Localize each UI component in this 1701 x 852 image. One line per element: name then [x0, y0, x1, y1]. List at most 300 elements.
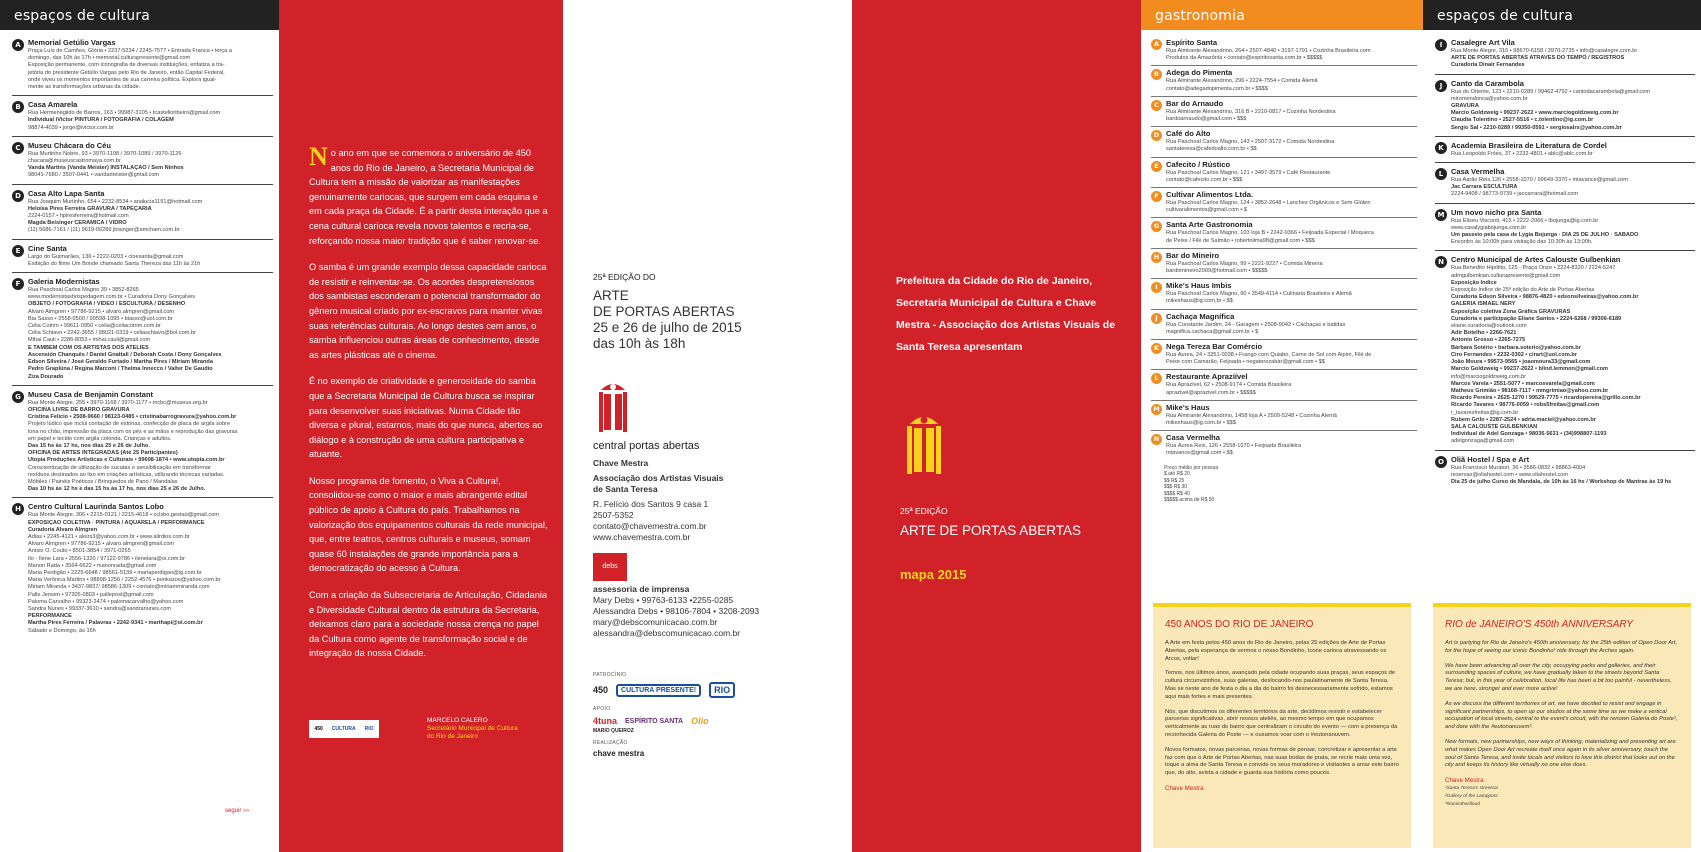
- venue-letter-badge: C: [12, 142, 24, 154]
- restaurant-info-line: bardomineiro2009@hotmail.com • $$$$$: [1166, 268, 1268, 275]
- venue-item: [1435, 136, 1695, 162]
- restaurant-details: [1166, 342, 1417, 366]
- venue-info-line: E TAMBÉM COM OS ARTISTAS DOS ATELIÊS: [28, 344, 149, 351]
- restaurant-details: [1166, 372, 1417, 396]
- restaurant-info-line: cultivaralimentos@gmail.com • $: [1166, 207, 1248, 214]
- restaurant-letter-badge: H: [1151, 252, 1162, 263]
- venue-info-line: Adir Botelho • 2266-7621: [1451, 330, 1517, 337]
- restaurant-item: [1151, 217, 1417, 247]
- continue-link[interactable]: seguir ›››: [224, 808, 249, 814]
- venue-info-line: 98874-4039 • jorge@ivictor.com.br: [28, 124, 114, 131]
- restaurant-details: [1166, 403, 1417, 427]
- restaurant-name: Nega Tereza Bar Comércio: [1166, 342, 1263, 352]
- restaurant-item: [1151, 126, 1417, 156]
- essay-paragraph: É no exemplo de criatividade e generosidade do samba que a Secretaria Municipal de Cultura busca se inspirar para desenvolver suas iniciativas. Numa Cidade tão diversa e plural, estamos, mais do que nunca, abertos ao diálogo e à construção de uma cultura participativa e atuante.: [309, 376, 543, 460]
- restaurant-letter-badge: M: [1151, 404, 1162, 415]
- venue-info-line: Móbiles / Painéis Poéticos / Brinquedos de Pano / Mandalas: [28, 478, 178, 485]
- venue-info-line: Edson Silveira / José Geraldo Furtado / Martha Pires / Miriam Miranda: [28, 359, 213, 366]
- venue-info-line: EXPOSIÇÃO COLETIVA · PINTURA / AQUARELA / PERFORMANCE: [28, 519, 205, 526]
- restaurant-info-line: mtavance@gmail.com • $$: [1166, 450, 1233, 457]
- restaurant-details: [1166, 99, 1417, 123]
- restaurant-info-line: Rua Áurea Reis, 126 • 2558-1070 • Feijoada Brasileira: [1166, 443, 1302, 450]
- restaurant-info-line: mikeshaus@ig.com.br • $$: [1166, 298, 1233, 305]
- venue-info-line: Individual de Adel Gonzaga • 98036-5631 • (34)998807-1193: [1451, 431, 1607, 438]
- restaurant-letter-badge: G: [1151, 221, 1162, 232]
- restaurant-name: Casa Vermelha: [1166, 433, 1221, 443]
- restaurant-list: [1141, 30, 1423, 461]
- venue-info-line: Rua Francisco Muratori, 36 • 3586-0832 • 98863-4004: [1451, 464, 1586, 471]
- venue-info-line: Praça Luís de Camões, Glória • 2237-5234 / 2245-7577 • Entrada Franca • terça a: [28, 48, 232, 54]
- venue-info-line: Marcio Goldzweig • 99237-2622 • www.marciogoldzweig.com.br: [1451, 110, 1619, 117]
- restaurant-details: [1166, 312, 1417, 336]
- restaurant-name: Cafecito / Rústico: [1166, 159, 1231, 169]
- venue-info-line: Adias • 2245-4121 • aleirs3@yahoo.com.br • www.alirdios.com.br: [28, 533, 190, 540]
- venue-info-line: Largo do Guimarães, 136 • 2222-0203 • cinesanta@gmail.com: [28, 253, 184, 260]
- restaurant-letter-badge: I: [1151, 282, 1162, 293]
- venue-info-line: www.modernistashospedagem.com.br • Curadoria Dony Gonçalves: [28, 294, 196, 301]
- press-contact: assessoria de imprensa Mary Debs • 99763-6133 •2255-0285 Alessandra Debs • 98106-7804 • 3208-2093 mary@debscomunicacao.com.br alessandra@debscomunicacao.com.br: [593, 584, 843, 639]
- panel-essay: [279, 0, 563, 852]
- venue-info-line: Vanda Martins (Vanda Meister) INSTALAÇÃO / Sem Ninhos: [28, 165, 184, 172]
- venue-letter-badge: F: [12, 278, 24, 290]
- venue-details: [28, 277, 273, 381]
- venue-info-line: Bárbara Sotério • barbara.soterio@yahoo.com.br: [1451, 344, 1581, 351]
- restaurant-item: [1151, 430, 1417, 460]
- restaurant-letter-badge: N: [1151, 434, 1162, 445]
- restaurant-info-line: Rua Almirante Alexandrino, 316 B • 2210-0817 • Cozinha Nordestina: [1166, 108, 1336, 115]
- venue-details: [28, 244, 273, 268]
- venue-letter-badge: M: [1435, 209, 1447, 221]
- venue-info-line: Utopia Produções Artísticas e Culturais • 99608-1874 • www.utopia.com.br: [28, 457, 225, 464]
- restaurant-name: Bar do Mineiro: [1166, 250, 1220, 260]
- signer-role: do Rio de Janeiro: [427, 733, 478, 740]
- venue-letter-badge: I: [1435, 39, 1447, 51]
- venue-details: [1451, 208, 1695, 247]
- venue-info-line: Rua Aarão Reis,126 • 2558-1070 / 99649-3370 • mtavance@gmail.com: [1451, 177, 1628, 184]
- venue-details: [1451, 79, 1695, 132]
- venue-info-line: Ciro Fernandes • 2232-0302 • cirart@uol.com.br: [1451, 351, 1577, 358]
- restaurant-item: [1151, 248, 1417, 278]
- venue-item: [12, 184, 273, 239]
- price-line: $$$ R$ 30: [1164, 484, 1188, 491]
- restaurant-info-line: Rua Almirante Alexandrino, 296 • 2224-7554 • Comida Alemã: [1166, 78, 1318, 85]
- venue-letter-badge: K: [1435, 142, 1447, 154]
- box-signature: Chave Mestra: [1165, 784, 1204, 792]
- venue-item: [1435, 250, 1695, 449]
- venue-info-line: Paloma Carvalho • 99323-2474 • palomacarvalho@yahoo.com: [28, 598, 184, 605]
- venue-item: [12, 239, 273, 272]
- sponsor-logo-strip: [309, 720, 379, 738]
- venue-info-line: GRAVURA: [1451, 103, 1479, 110]
- essay-text: [309, 142, 549, 673]
- venue-info-line: miromendonca@yahoo.com.br: [1451, 95, 1528, 102]
- restaurant-name: Adega do Pimenta: [1166, 68, 1233, 78]
- sponsors: PATROCÍNIO 450 CULTURA PRESENTE! RIO APOIO 4tuna ESPÍRITO SANTA Olio MARIO QUEIROZ REALIZAÇÃO chave mestra: [593, 672, 735, 758]
- venue-info-line: Rua do Oriente, 123 • 2210-0289 / 99462-4792 • cantodacarambola@gmail.com: [1451, 88, 1650, 95]
- restaurant-item: [1151, 187, 1417, 217]
- venue-info-line: Rua Hermenegildo de Barros, 163 • 99987-3105 • tcastelloribeiro@gmail.com: [28, 110, 221, 117]
- venue-info-line: Rua Monte Alegre, 306 • 2215-0121 / 2215-4618 • cclsbo.gestao@gmail.com: [28, 512, 219, 519]
- venue-info-line: João Moura • 99573-9565 • joaomoura33@gmail.com: [1451, 359, 1591, 366]
- restaurant-name: Bar do Arnaudo: [1166, 98, 1224, 108]
- venue-info-line: Manon Rada • 3564-6622 • manonrada@gmail.com: [28, 562, 157, 569]
- edition-label: 25ª EDIÇÃO: [900, 506, 948, 516]
- restaurant-details: [1166, 68, 1417, 92]
- venue-info-line: jetória do presidente Getúlio Vargas pelo Rio de Janeiro, então Capital Federal,: [28, 69, 225, 76]
- venue-list: [1423, 30, 1701, 490]
- venue-info-line: Ilo - Ilene Lara • 2556-1320 / 97122-9786 • ilenelara@oi.com.br: [28, 555, 185, 562]
- price-line: $ até R$ 20: [1164, 471, 1190, 478]
- restaurant-name: Mike's Haus: [1166, 402, 1210, 412]
- venue-info-line: Ziza Dourado: [28, 373, 64, 380]
- venue-info-line: Rua Paschoal Carlos Magno 39 • 3852-8265: [28, 287, 139, 294]
- venue-letter-badge: E: [12, 245, 24, 257]
- venue-info-line: Sergio Sal • 2210-0289 / 99350-0591 • sergiosalrs@yahoo.com.br: [1451, 124, 1622, 131]
- restaurant-info-line: Rua Paschoal Carlos Magno, 99 • 2221-9227 • Comida Mineira: [1166, 260, 1323, 267]
- section-header: espaços de cultura: [0, 0, 279, 30]
- box-paragraph: Novos formatos, novas parcerias, novas formas de pensar, concretizar e apresentar a arte faz com que o Arte de Portas Abertas, nas suas bodas de prata, se recrie mais uma vez, toque a alma de Santa Teresa e convide os seus moradores e visitantes a amar este bairro que, do alto, avista a cidade e guarda sua história como poucos.: [1165, 746, 1399, 777]
- venue-item: [12, 34, 273, 95]
- venue-name: Casa Amarela: [28, 100, 78, 110]
- venue-name: Centro Cultural Laurinda Santos Lobo: [28, 502, 164, 512]
- price-line: Preço médio por pessoa: [1164, 464, 1219, 471]
- venue-info-line: lona no chão, impressão da placa com os pés e as mãos e reprodução das gravuras: [28, 428, 238, 435]
- venue-list: [0, 30, 279, 639]
- venue-info-line: Projeto lúdico que inclui contação de estórias, confecção de placa de argila sobre: [28, 421, 231, 428]
- drop-cap: N: [309, 142, 328, 171]
- venue-item: [1435, 74, 1695, 136]
- restaurant-name: Cultivar Alimentos Ltda.: [1166, 190, 1254, 200]
- restaurant-name: Mike's Haus Imbis: [1166, 281, 1232, 291]
- restaurant-letter-badge: L: [1151, 373, 1162, 384]
- venue-info-line: Maria Verônica Martins • 98898-1256 / 2252-4576 • ponkazoo@yahoo.com.br: [28, 577, 221, 584]
- venue-info-line: Individual iVictor PINTURA / FOTOGRAFIA / COLAGEM: [28, 117, 174, 124]
- footnote: ³#iamintheclloud: [1445, 802, 1480, 808]
- signer-role: Secretário Municipal de Cultura: [427, 725, 518, 732]
- email-link[interactable]: mary@debscomunicacao.com.br: [593, 617, 718, 627]
- venue-info-line: Conscientização de utilização de sucatas e sensibilização em transformar: [28, 464, 211, 471]
- restaurant-info-line: bardoarnaudo@gmail.com • $$$: [1166, 116, 1247, 123]
- venue-info-line: eliane.curadoria@outlook.com: [1451, 323, 1527, 330]
- panel-credits: [563, 0, 852, 852]
- venue-info-line: Martha Pires Ferreira / Palavras • 2242-9341 • marthapi@oi.com.br: [28, 620, 203, 627]
- logo-450: 450: [314, 726, 323, 732]
- venue-item: [12, 95, 273, 136]
- panel-espacos-right: [1423, 0, 1701, 852]
- logo-4tuna: 4tuna: [593, 716, 618, 726]
- venue-info-line: chacara@museuscastromaya.com.br: [28, 158, 121, 165]
- logo-rio: RIO: [709, 682, 735, 698]
- venue-name: Centro Municipal de Artes Calouste Gulbenkian: [1451, 255, 1621, 265]
- logo-olio: Olio: [691, 716, 709, 726]
- venue-info-line: Das 10 hs às 12 hs e das 15 hs às 17 hs, nos dias 25 e 26 de Julho.: [28, 486, 206, 493]
- venue-info-line: SALA CALOUSTE GULBENKIAN: [1451, 423, 1538, 430]
- venue-info-line: Exibição do filme Um Bonde chamado Santa Thereza das 11h às 21h: [28, 260, 201, 267]
- venue-info-line: Rubem Grilo • 2287-2524 • adria.maciel@yahoo.com.br: [1451, 416, 1596, 423]
- restaurant-letter-badge: D: [1151, 130, 1162, 141]
- restaurant-details: [1166, 190, 1417, 214]
- venue-info-line: Dia 25 de julho Curso de Mandala, de 10h às 16 hs / Workshop de Mantras às 19 hs: [1451, 478, 1672, 485]
- venue-letter-badge: A: [12, 39, 24, 51]
- box-title: 450 ANOS DO RIO DE JANEIRO: [1165, 619, 1314, 630]
- venue-info-line: 2224-0157 • hpiresferreira@hotmail.com: [28, 213, 129, 220]
- venue-details: [1451, 455, 1695, 487]
- restaurant-info-line: mikeshaus@ig.com.br • $$$: [1166, 420, 1236, 427]
- venue-item: [1435, 450, 1695, 491]
- restaurant-name: Cachaça Magnífica: [1166, 311, 1235, 321]
- venue-info-line: Pedro Graplúna / Regina Marconi / Thelma Innecco / Valter De Gaudio: [28, 366, 213, 373]
- box-signature: Chave Mestra: [1445, 777, 1484, 785]
- venue-info-line: domingo, das 10h às 17h • memorial.culturapresente@gmail.com: [28, 55, 191, 62]
- venue-name: Casa Vermelha: [1451, 167, 1505, 177]
- restaurant-info-line: aprazivel@aprazivel.com.br • $$$$$: [1166, 389, 1256, 396]
- venue-info-line: Sandra Nunes • 99337-3610 • sandra@sandranunes.com: [28, 605, 172, 612]
- venue-info-line: Bia Sasso • 2558-0500 / 99598-1095 • biasso@uol.com.br: [28, 315, 173, 322]
- venue-info-line: www.casalygiabojunga.com.br: [1451, 224, 1527, 231]
- restaurant-letter-badge: B: [1151, 69, 1162, 80]
- venue-info-line: Rua Benedito Hipólito, 125 · Praça Onze • 2224-8320 / 2224-5247: [1451, 265, 1616, 272]
- venue-info-line: ARTE DE PORTAS ABERTAS ATRAVÉS DO TEMPO / REGISTROS: [1451, 55, 1625, 62]
- restaurant-details: [1166, 281, 1417, 305]
- essay-paragraph: Com a criação da Subsecretaria de Articulação, Cidadania e Diversidade Cultural dentro da estrutura da Secretaria, deixamos claro para a sociedade nossa crença no papel da Cultura como agente de transformação social e de integração da nossa Cidade.: [309, 590, 547, 659]
- venue-details: [28, 38, 273, 91]
- venue-info-line: onde viveu os momentos importantes de sua carreira política. Explora igual-: [28, 76, 217, 83]
- restaurant-item: [1151, 65, 1417, 95]
- venue-name: Memorial Getúlio Vargas: [28, 38, 116, 47]
- venue-info-line: Ricardo Pereira • 2625-1270 / 99529-7775 • ricardopereira@grillo.com.br: [1451, 395, 1641, 402]
- restaurant-info-line: Rua Paschoal Carlos Magno, 121 • 3497-3579 • Café Restaurante: [1166, 169, 1331, 176]
- restaurant-info-line: Rua Almirante Alexandrino, 264 • 2507-4840 • 3197-1791 • Cozinha Brasileira com: [1166, 48, 1371, 54]
- restaurant-details: [1166, 220, 1417, 244]
- venue-letter-badge: G: [12, 391, 24, 403]
- venue-info-line: Curadoria Edson Silveira • 98876-4820 • edsonsilveiras@yahoo.com.br: [1451, 294, 1639, 301]
- venue-letter-badge: B: [12, 101, 24, 113]
- restaurant-info-line: Rua Paschoal Carlos Magno, 90 • 3549-4114 • Culinária Brasileira e Alemã: [1166, 291, 1352, 298]
- box-paragraph: As we discuss the different territories of art, we have decided to resist and engage in significant partnerships, to open up our studios at the same time as we make a vertical occupation of local streets, central to the event's circuit, with the renown Galeria do Poste², and dare with the #eutonanuvem³.: [1445, 700, 1678, 731]
- venue-details: [28, 390, 273, 494]
- venue-info-line: Mihai Cauli • 2286-8053 • mihai.cauli@gmail.com: [28, 337, 151, 344]
- venue-letter-badge: L: [1435, 168, 1447, 180]
- restaurant-name: Café do Alto: [1166, 129, 1211, 139]
- edition-label: 25ª EDIÇÃO DO: [593, 272, 656, 282]
- restaurant-info-line: Peixe com Camarão, Feijoada • negaterezabar@gmail.com • $$: [1166, 359, 1325, 366]
- box-paragraph: We have been advancing all over the city, occupying parks and galleries, and their surrounding spaces of culture, we have gradually taken to the streets beyond Santa Teresa; but, in this year of celebration, local life has been a bit too painful - nevertheless, we are here, stronger and ever more active!: [1445, 662, 1672, 692]
- logo-cultura: CULTURA: [331, 726, 356, 732]
- restaurant-details: [1166, 251, 1417, 275]
- door-logo-icon: [593, 376, 633, 436]
- box-paragraph: New formats, new partnerships, new ways of thinking, materializing and presenting art are what makes Open Door Art recreate itself once again in its silver anniversary, touch the soul of Santa Teresa, and invite locals and visitors to love this district that looks out on the city and keeps its history like virtually no one else does.: [1445, 738, 1676, 769]
- venue-name: Canto da Carambola: [1451, 78, 1524, 88]
- venue-info-line: resíduos destinados ao lixo em criações artísticas, utilizando técnicas variadas.: [28, 471, 225, 478]
- anniversary-box-en: [1433, 603, 1691, 848]
- venue-name: Museu Chácara do Céu: [28, 140, 111, 150]
- venue-details: [1451, 141, 1695, 158]
- restaurant-item: [1151, 400, 1417, 430]
- debs-logo: debs: [593, 553, 627, 581]
- venue-info-line: adelgonzaga@gmail.com: [1451, 438, 1515, 445]
- venue-name: Oliã Hostel / Spa e Art: [1451, 454, 1530, 464]
- venue-info-line: Marcio Goldzweig • 99237-2622 • blind.lemmon@gmail.com: [1451, 366, 1609, 373]
- venue-info-line: Rua Monte Alegre, 316 • 98670-6158 / 3970-2735 • info@casalegre.com.br: [1451, 48, 1638, 54]
- venue-letter-badge: O: [1435, 456, 1447, 468]
- logo-cultura-presente: CULTURA PRESENTE!: [616, 684, 701, 697]
- map-year: mapa 2015: [900, 567, 967, 582]
- venue-info-line: Celia Cotrim • 99611-0950 • celia@celiacotrim.com.br: [28, 323, 161, 330]
- website-link[interactable]: www.chavemestra.com.br: [593, 532, 691, 542]
- logo-rio: RIO: [364, 726, 374, 732]
- venue-info-line: Das 15 hs às 17 hs, nos dias 25 e 26 de Julho.: [28, 442, 150, 449]
- restaurant-letter-badge: J: [1151, 313, 1162, 324]
- logo-espirito-santa: ESPÍRITO SANTA: [625, 717, 684, 725]
- essay-paragraph: Nosso programa de fomento, o Viva a Cultura!, consolidou-se como o maior e mais abrangente edital público de apoio à Cultura do país. Trabalhamos na valorização dos equipamentos culturais da rede municipal, que, entre teatros, centros culturais e museus, somam quase 60 instalações de grande importância para a democratização do acesso à Cultura.: [309, 475, 548, 574]
- venue-info-line: Maria Perdigão • 2225-6648 / 98561-5139 • mariaperdigao@ig.com.br: [28, 569, 202, 576]
- venue-info-line: Magda Beisinger CERÂMICA / VIDRO: [28, 220, 127, 227]
- venue-info-line: Rua Monte Alegre, 255 • 3970-1168 / 3970-1177 • mcbc@museus.org.br: [28, 399, 208, 406]
- venue-letter-badge: H: [12, 503, 24, 515]
- restaurant-info-line: Rua Paschoal Carlos Magno, 124 • 3852-2648 • Lanches Orgânicos e Sem Glúten: [1166, 200, 1371, 207]
- venue-name: Um novo nicho pra Santa: [1451, 207, 1542, 217]
- box-paragraph: Nós, que discutimos os diferentes territórios da arte, decidimos resistir e estabelecer parcerias significativas, abrir nossos ateliês, ao mesmo tempo em que ocupamos verticalmente as ruas do bairro que centralizam o circuito do evento — com a presença da reconhecida Galeria do Poste — e ousamos voar com o #eutonanuvem.: [1165, 708, 1398, 738]
- restaurant-details: [1166, 38, 1417, 62]
- price-line: $$ R$ 25: [1164, 477, 1185, 484]
- door-logo-icon: [900, 408, 948, 478]
- venue-info-line: OFICINA DE ARTES INTEGRADAS (Até 25 Participantes): [28, 450, 178, 457]
- presenters-text: Prefeitura da Cidade do Rio de Janeiro, Secretaria Municipal de Cultura e Chave Mestra - Associação dos Artistas Visuais de Santa Teresa apresentam: [896, 275, 1116, 353]
- restaurant-item: [1151, 278, 1417, 308]
- anniversary-box-pt: [1153, 603, 1411, 848]
- venue-name: Galeria Modernistas: [28, 277, 100, 287]
- venue-details: [1451, 167, 1695, 199]
- venue-info-line: Encontro às 10:00h para visitação das 10:30h às 13:00h.: [1451, 239, 1593, 246]
- venue-info-line: Exposição Índice: [1451, 279, 1497, 286]
- venue-name: Museu Casa de Benjamin Constant: [28, 389, 154, 399]
- venue-info-line: PERFORMANCE: [28, 613, 72, 620]
- org-contact: Chave Mestra Associação dos Artistas Visuais de Santa Teresa R. Felício dos Santos 9 casa 1 2507-5352 contato@chavemestra.com.br www.chavemestra.com.br: [593, 458, 833, 543]
- essay-paragraph: No ano em que se comemora o aniversário de 450 anos do Rio de Janeiro, a Secretaria Municipal de Cultura tem a missão de valorizar as manifestações genuinamente cariocas, que surgem em cada esquina e em cada praça da Cidade. É a partir desta interação que a cena cultural carioca revela novos talentos e recria-se, reforçando nossa maior tradição que é saber renovar-se.: [309, 142, 548, 246]
- restaurant-item: [1151, 157, 1417, 187]
- restaurant-info-line: Rua Paschoal Carlos Magno, 143 • 2507-3172 • Comida Nordestina: [1166, 139, 1335, 146]
- venue-item: [12, 136, 273, 184]
- restaurant-letter-badge: A: [1151, 39, 1162, 50]
- restaurant-info-line: Produtos da Amazônia • contato@espiritosanta.com.br • $$$$$: [1166, 55, 1323, 62]
- restaurant-name: Santa Arte Gastronomia: [1166, 220, 1253, 230]
- restaurant-details: [1166, 129, 1417, 153]
- venue-info-line: Sábado e Domingo, às 16h: [28, 627, 96, 634]
- essay-paragraph: O samba é um grande exemplo dessa capacidade carioca de resistir e reinventar-se. Os acordes despretensiosos dos sambistas esconderam o potencial transformador do gênero musical criado por ex-escravos para manter vivas suas referências culturais. Ao longo destes cem anos, o samba influenciou outras áreas de conhecimento, desde as artes plásticas até o cinema.: [309, 262, 547, 360]
- venue-info-line: OFICINA LIVRE DE BARRO GRAVURA: [28, 406, 130, 413]
- venue-item: [12, 497, 273, 638]
- box-paragraph: Temos, nos últimos anos, avançado pela cidade ocupando suas praças, seus espaços de cultura circunvizinhos, suas galerias, deslocando-nos paulatinamente de Santa Teresa. Mas se neste ano de festa o dia a dia do bairro foi desnecessariamente sofrido, estamos aqui mais fortes e mais presentes.: [1165, 670, 1396, 700]
- box-paragraph: Art is partying for Rio de Janeiro's 450th anniversary, for the 25th edition of Open Door Art, for the hope of seeing our iconic Bondinho¹ ride through the Arches again.: [1445, 640, 1678, 654]
- logo-chave-mestra: chave mestra: [593, 749, 645, 758]
- venue-info-line: Exposição coletiva Zona Gráfica GRAVURAS: [1451, 308, 1571, 315]
- signer-name: MARCELO CALERO: [427, 717, 488, 724]
- venue-info-line: info@marciogoldzweig.com.br: [1451, 373, 1527, 380]
- restaurant-info-line: Rua Almirante Alexandrino, 1458 loja A • 2509-5248 • Cozinha Alemã: [1166, 412, 1337, 419]
- footnote: ²Gallery of the Lamppost: [1445, 794, 1498, 800]
- venue-info-line: 2224-9408 / 98773-9739 • jaccarrara@hotmail.com: [1451, 191, 1579, 198]
- venue-info-line: Antonio Grosso • 2265-7275: [1451, 337, 1526, 344]
- email-link[interactable]: alessandra@debscomunicacao.com.br: [593, 628, 741, 638]
- venue-info-line: Alvaro Almgren • 97786-9215 • alvaro.almgren@gmail.com: [28, 541, 175, 548]
- signature-block: [427, 717, 557, 741]
- venue-details: [1451, 38, 1695, 70]
- panel-espacos-left: [0, 0, 279, 852]
- venue-info-line: Curadoria e participação Eliane Santos • 2224-6268 / 99306-6189: [1451, 315, 1622, 322]
- venue-info-line: OBJETO / FOTOGRAFIA / VÍDEO / ESCULTURA / DESENHO: [28, 301, 186, 308]
- venue-info-line: GALERIA ISMAEL NERY: [1451, 301, 1516, 308]
- venue-info-line: Miriam Miranda • 3437-9837/ 98586-1309 • contato@miriammiranda.com: [28, 584, 210, 591]
- cover-title: ARTE DE PORTAS ABERTAS: [900, 523, 1082, 538]
- email-link[interactable]: contato@chavemestra.com.br: [593, 521, 707, 531]
- venue-info-line: Exposição Índice de 25ª edição do Arte de Portas Abertas: [1451, 287, 1595, 294]
- restaurant-info-line: Rua Constante Jardim, 24 - Garagem • 2508-9042 • Cachaças e batidas: [1166, 321, 1346, 328]
- venue-details: [28, 141, 273, 180]
- venue-letter-badge: N: [1435, 256, 1447, 268]
- venue-info-line: Curadoria Alvaro Almgren: [28, 526, 98, 533]
- venue-name: Casa Alto Lapa Santa: [28, 188, 105, 198]
- venue-info-line: 98041-7680 / 3507-0441 • vandameister@gmail.com: [28, 172, 160, 179]
- venue-info-line: Rua Joaquim Murtinho, 654 • 2232-8534 • analucia1191@hotmail.com: [28, 198, 203, 205]
- box-paragraph: A Arte em festa pelos 450 anos do Rio de Janeiro, pelas 25 edições de Arte de Portas Abertas, pela esperança de vermos o nosso Bondinho, ícone carioca atravessando os Arcos, voltar!: [1165, 640, 1387, 662]
- venue-details: [28, 189, 273, 235]
- venue-info-line: Ricardo Tavares • 98776-0059 • robs5freitas@gmail.com: [1451, 402, 1600, 409]
- restaurant-item: [1151, 309, 1417, 339]
- venue-info-line: Rua Murtinho Nobre, 93 • 3970-1198 / 3970-1089 / 3970-1126: [28, 150, 182, 157]
- restaurant-item: [1151, 339, 1417, 369]
- venue-info-line: Um passeio pela casa de Lygia Bojunga · DIA 25 DE JULHO · SÁBADO: [1451, 232, 1639, 239]
- venue-item: [1435, 34, 1695, 74]
- venue-name: Academia Brasileira de Literatura de Cordel: [1451, 140, 1607, 150]
- footnote: ¹Santa Teresa's streetcar: [1445, 786, 1499, 792]
- venue-info-line: Claudia Tolentino • 2527-5516 • c.tolentino@ig.com.br: [1451, 117, 1594, 124]
- venue-info-line: Célia Schiavo • 2242-3655 / 98021-0319 • celiaschiavo@bol.com.br: [28, 330, 196, 337]
- venue-item: [12, 385, 273, 498]
- venue-letter-badge: J: [1435, 80, 1447, 92]
- venue-info-line: reservas@oliahostel.com • www.oliahostel.com: [1451, 471, 1569, 478]
- venue-info-line: r_tavaresfreitas@ig.com.br: [1451, 409, 1519, 416]
- restaurant-letter-badge: K: [1151, 343, 1162, 354]
- restaurant-details: [1166, 433, 1417, 457]
- restaurant-letter-badge: F: [1151, 191, 1162, 202]
- venue-info-line: (11) 5686-7161 / (11) 9619-00289 jbisinger@amcham.com.br: [28, 227, 180, 234]
- restaurant-letter-badge: C: [1151, 100, 1162, 111]
- venue-name: Casalegre Art Vila: [1451, 38, 1515, 47]
- venue-info-line: admgulbenkian.culturapresente@gmail.com: [1451, 272, 1561, 279]
- panel-cover: [852, 0, 1141, 852]
- venue-info-line: Ascensión Chanquês / Daniel Gnattali / Deborah Costa / Dony Gonçalves: [28, 351, 222, 358]
- venue-info-line: Palle Jensen • 97205-0803 • pallepost@gmail.com: [28, 591, 154, 598]
- restaurant-info-line: santateresa@cafedoalto.com.br • $$: [1166, 146, 1257, 153]
- venue-info-line: Matheus Grimião • 98168-7117 • mmgrimiao@yahoo.com.br: [1451, 387, 1609, 394]
- venue-info-line: Exposição permanente, com iconografia de diversas instituições, enfatiza a tra-: [28, 62, 225, 69]
- restaurant-item: [1151, 369, 1417, 399]
- restaurant-info-line: Rua Áurea, 24 • 3251-0038 • Frango com Quiabo, Carne de Sol com Aipim, Filé de: [1166, 352, 1372, 359]
- venue-info-line: Marcos Varela • 2551-5077 • marcosvarela@gmail.com: [1451, 380, 1595, 387]
- venue-name: Cine Santa: [28, 243, 67, 253]
- venue-info-line: Rua Leopoldo Fróes, 37 • 2232-4801 • ablc@ablc.com.br: [1451, 150, 1593, 157]
- panel-gastronomia: [1141, 0, 1423, 852]
- venue-item: [1435, 162, 1695, 203]
- venue-info-line: Rua Eliseu Visconti, 415 • 2222-2066 • lbojunga@ig.com.br: [1451, 217, 1599, 224]
- restaurant-name: Espírito Santa: [1166, 38, 1218, 47]
- section-header: espaços de cultura: [1423, 0, 1701, 30]
- restaurant-info-line: contato@adegadopimenta.com.br • $$$$: [1166, 85, 1268, 92]
- section-header: gastronomia: [1141, 0, 1423, 30]
- restaurant-item: [1151, 96, 1417, 126]
- restaurant-info-line: Rua Aprazível, 62 • 2508-9174 • Comida Brasileira: [1166, 382, 1292, 389]
- restaurant-details: [1166, 160, 1417, 184]
